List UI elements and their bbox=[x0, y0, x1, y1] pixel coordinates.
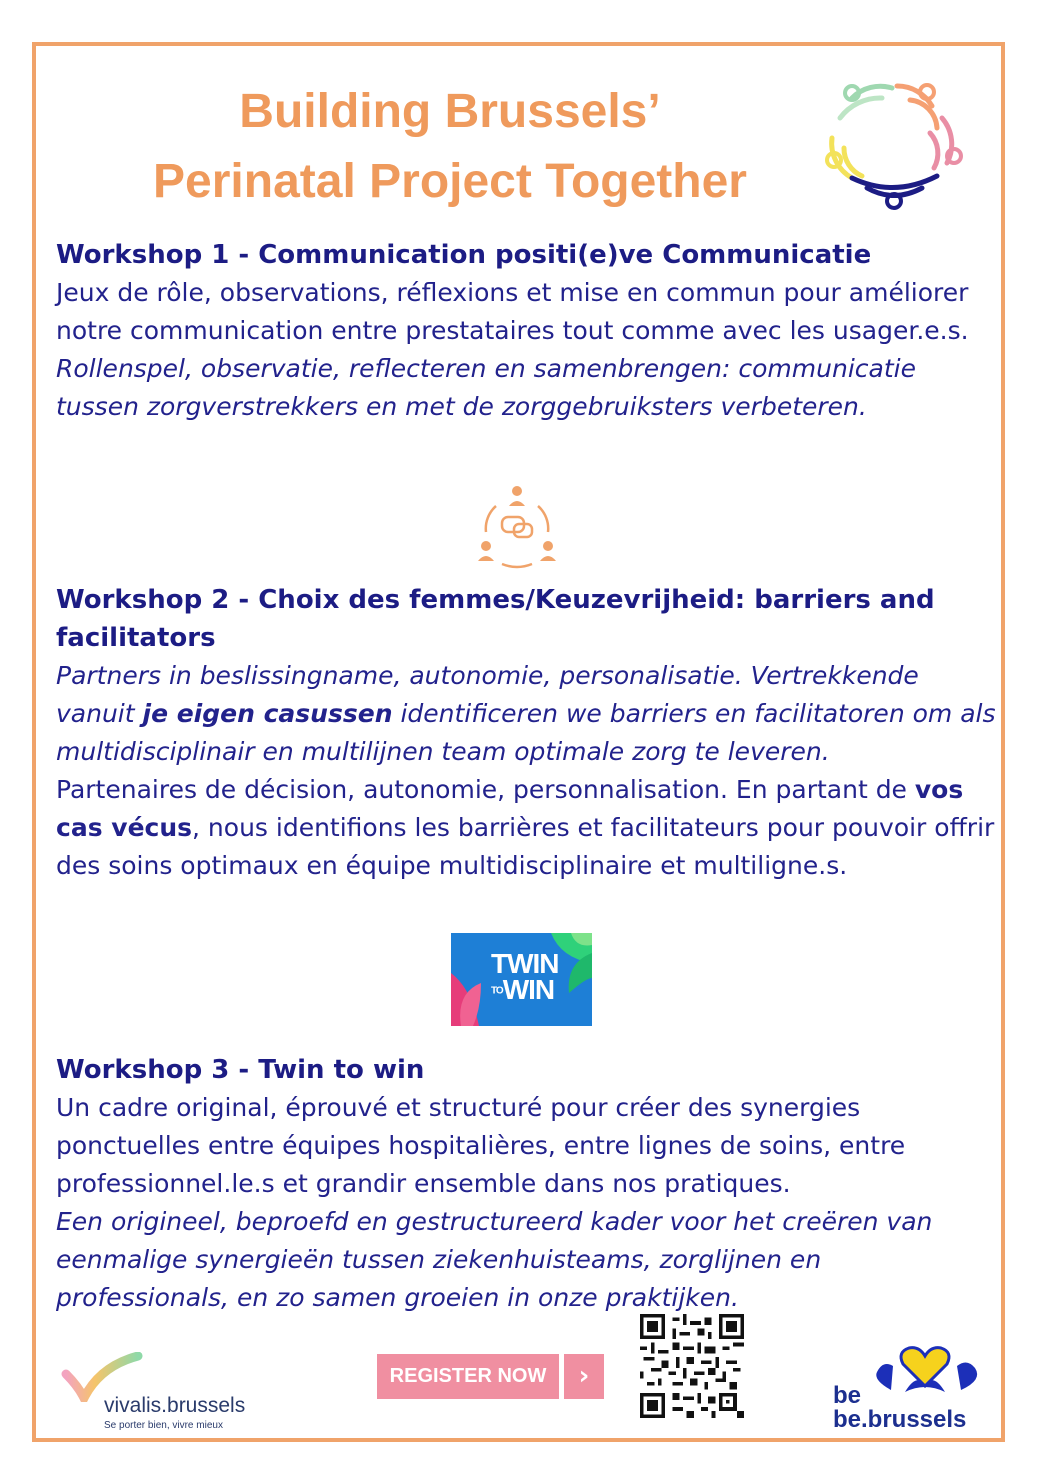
workshop-2-french-part2: , nous identifions les barrières et facilitateurs pour pouvoir offrir des soins optimaux en équipe multidisciplinaire et multiligne.s. bbox=[56, 813, 995, 880]
twin-to-win-logo bbox=[451, 933, 592, 1026]
vivalis-name: vivalis.brussels bbox=[104, 1394, 246, 1417]
workshop-2-french-bold: vos cas vécus bbox=[56, 775, 964, 842]
workshop-2-french-text bbox=[56, 771, 996, 885]
register-now-button[interactable]: REGISTER NOW bbox=[377, 1354, 559, 1399]
register-arrow-icon[interactable]: › bbox=[564, 1354, 604, 1399]
register-group[interactable] bbox=[377, 1354, 604, 1399]
workshop-2-heading: Workshop 2 - Choix des femmes/Keuzevrijheid: barriers and facilitators bbox=[56, 585, 935, 653]
workshop-1-french-text: Jeux de rôle, observations, réflexions et mise en commun pour améliorer notre communication entre prestataires tout comme avec les usager.e.s. bbox=[56, 278, 969, 345]
communication-cycle-icon bbox=[474, 484, 560, 570]
workshop-2-section bbox=[56, 581, 996, 885]
workshop-2-dutch-part2: identificeren we barriers en facilitatoren om als multidisciplinair en multilijnen team optimale zorg te leveren. bbox=[56, 699, 996, 766]
workshop-3-section bbox=[56, 1051, 996, 1317]
network-logo-icon bbox=[822, 78, 968, 214]
qr-code-icon[interactable] bbox=[640, 1314, 744, 1418]
twin-logo-to: TO bbox=[491, 985, 503, 997]
be-brussels-text: be.brussels bbox=[833, 1406, 967, 1433]
twin-logo-line2: WIN bbox=[502, 974, 555, 1005]
workshop-2-french-part1: Partenaires de décision, autonomie, personnalisation. En partant de bbox=[56, 775, 915, 804]
twin-logo-line1: TWIN bbox=[491, 948, 559, 979]
workshop-3-french-text: Un cadre original, éprouvé et structuré pour créer des synergies ponctuelles entre équipes hospitalières, entre lignes de soins, entre professionnel.le.s et grandir ensemble dans nos pratiques. bbox=[56, 1093, 906, 1198]
be-brussels-logo bbox=[833, 1348, 983, 1434]
vivalis-tagline: Se porter bien, vivre mieux bbox=[104, 1420, 223, 1431]
workshop-1-heading: Workshop 1 - Communication positi(e)ve Communicatie bbox=[56, 240, 872, 270]
vivalis-logo bbox=[60, 1352, 300, 1436]
workshop-3-dutch-text: Een origineel, beproefd en gestructureerd kader voor het creëren van eenmalige synergieën tussen ziekenhuisteams, zorglijnen en professionals, en zo samen groeien in onze praktijken. bbox=[56, 1207, 933, 1312]
workshop-1-section bbox=[56, 236, 996, 426]
page-title-line2: Perinatal Project Together bbox=[153, 155, 747, 208]
workshop-2-dutch-bold: je eigen casussen bbox=[142, 699, 393, 728]
twin-logo-text bbox=[491, 948, 559, 1005]
workshop-3-heading: Workshop 3 - Twin to win bbox=[56, 1055, 425, 1085]
workshop-2-dutch-part1: Partners in beslissingname, autonomie, personalisatie. Vertrekkende vanuit bbox=[56, 661, 919, 728]
workshop-2-dutch-text bbox=[56, 657, 996, 771]
page-title-line1: Building Brussels’ bbox=[239, 85, 661, 138]
be-text: be bbox=[833, 1382, 862, 1409]
workshop-1-dutch-text: Rollenspel, observatie, reflecteren en samenbrengen: communicatie tussen zorgverstrekkers en met de zorggebruiksters verbeteren. bbox=[56, 354, 916, 421]
